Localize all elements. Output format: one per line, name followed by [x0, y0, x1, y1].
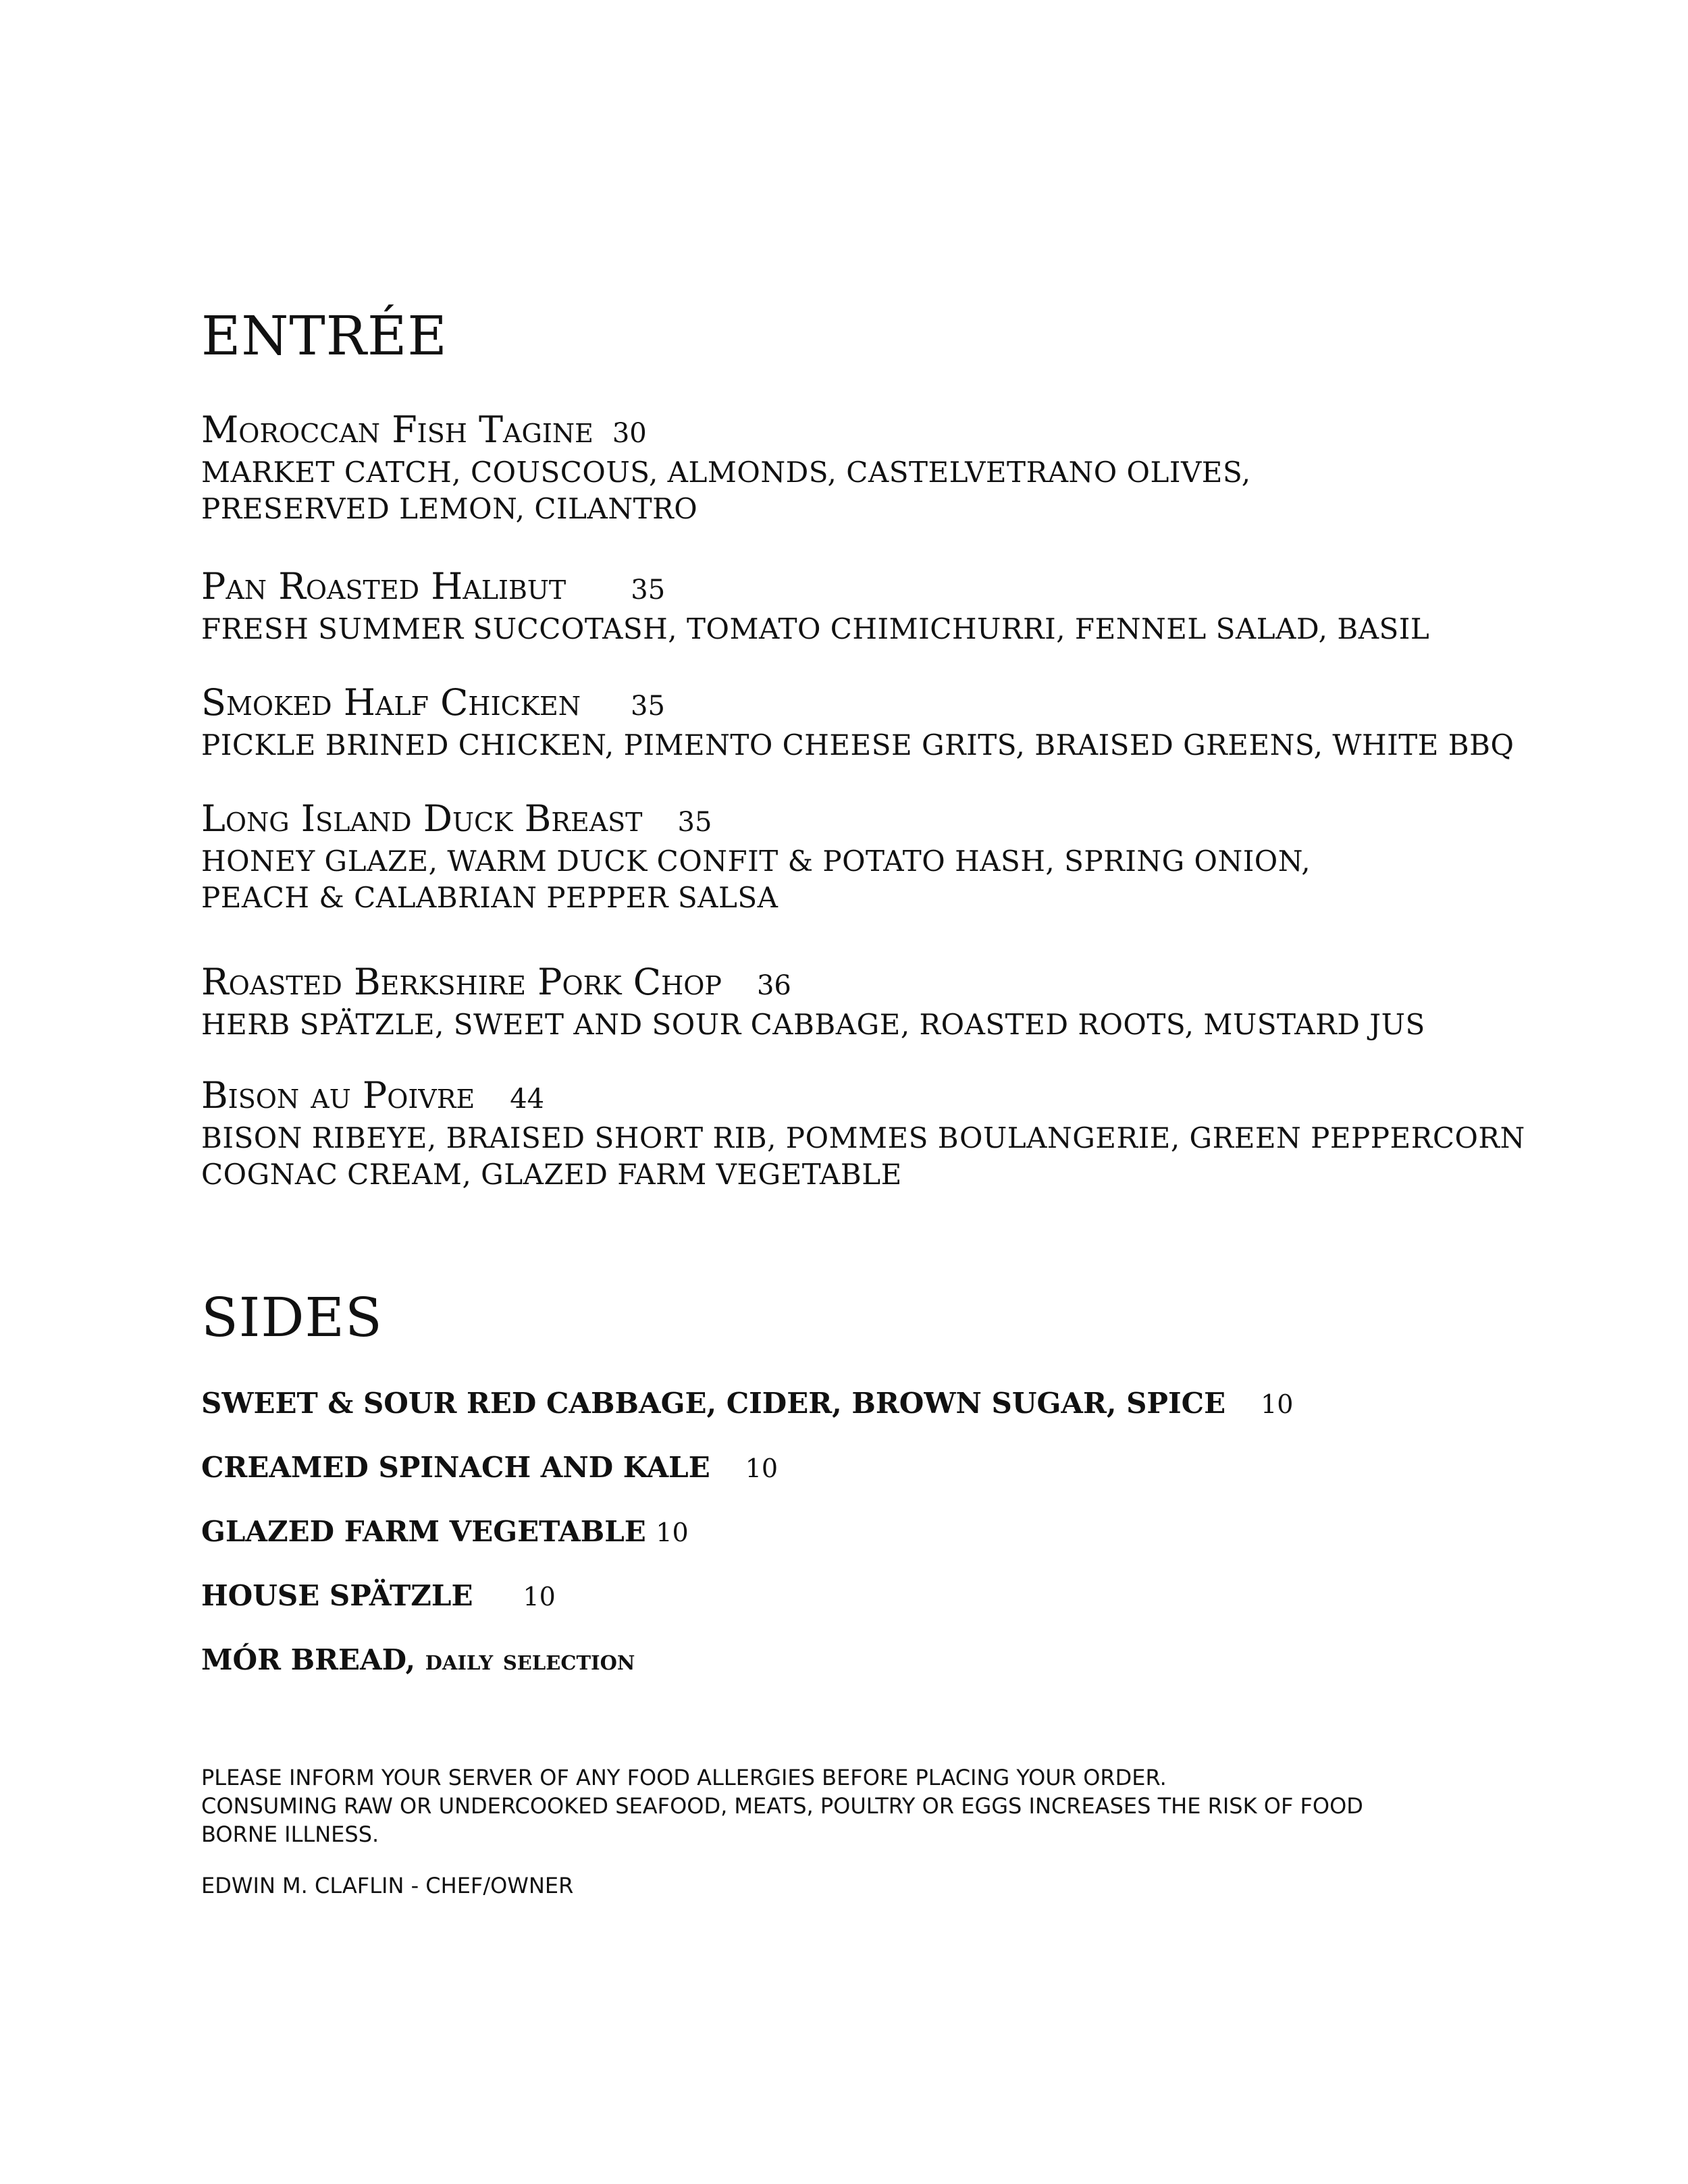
side-item — [201, 1579, 556, 1614]
menu-item-roasted-berkshire-pork-chop — [201, 961, 1425, 1043]
item-price: 35 — [677, 807, 712, 838]
side-item — [201, 1515, 689, 1549]
item-name: Long Island Duck Breast — [201, 797, 643, 840]
item-price: 35 — [631, 575, 666, 606]
menu-item-bison-au-poivre — [201, 1075, 1525, 1193]
item-price: 35 — [631, 691, 665, 722]
allergy-line: CONSUMING RAW OR UNDERCOOKED SEAFOOD, MEATS, POULTRY OR EGGS INCREASES THE RISK OF FOOD — [201, 1793, 1363, 1819]
menu-item-smoked-half-chicken — [201, 682, 1514, 764]
allergy-line: PLEASE INFORM YOUR SERVER OF ANY FOOD ALLERGIES BEFORE PLACING YOUR ORDER. — [201, 1765, 1167, 1790]
side-name: HOUSE SPÄTZLE — [201, 1579, 473, 1612]
side-note: daily selection — [425, 1643, 635, 1676]
side-item — [201, 1387, 1293, 1421]
side-name: MÓR BREAD, — [201, 1643, 416, 1676]
side-name: SWEET & SOUR RED CABBAGE, CIDER, BROWN SUGAR, SPICE — [201, 1387, 1226, 1420]
side-name: GLAZED FARM VEGETABLE — [201, 1515, 646, 1548]
item-price: 44 — [510, 1084, 545, 1115]
menu-item-long-island-duck-breast — [201, 798, 1311, 916]
side-price: 10 — [745, 1454, 779, 1483]
item-price: 36 — [756, 970, 791, 1001]
item-description-line: HERB SPÄTZLE, SWEET AND SOUR CABBAGE, ROASTED ROOTS, MUSTARD JUS — [201, 1008, 1425, 1041]
side-name: CREAMED SPINACH AND KALE — [201, 1451, 710, 1484]
side-price: 10 — [656, 1518, 689, 1547]
item-description-line: COGNAC CREAM, GLAZED FARM VEGETABLE — [201, 1158, 902, 1191]
item-name: Moroccan Fish Tagine — [201, 408, 594, 451]
item-name: Smoked Half Chicken — [201, 681, 581, 724]
allergy-line: BORNE ILLNESS. — [201, 1821, 379, 1847]
item-header — [201, 566, 1429, 611]
item-name: Pan Roasted Halibut — [201, 565, 566, 608]
item-price: 30 — [612, 418, 647, 449]
item-name: Roasted Berkshire Pork Chop — [201, 961, 722, 1003]
item-header — [201, 682, 1514, 727]
side-item — [201, 1643, 635, 1677]
allergy-notice — [201, 1763, 1363, 1848]
menu-item-pan-roasted-halibut — [201, 566, 1429, 647]
sides-heading: SIDES — [201, 1286, 383, 1349]
side-price: 10 — [523, 1582, 556, 1612]
item-description-line: PICKLE BRINED CHICKEN, PIMENTO CHEESE GRITS, BRAISED GREENS, WHITE BBQ — [201, 728, 1514, 762]
entree-heading: ENTRÉE — [201, 304, 448, 367]
side-item — [201, 1451, 778, 1485]
item-header — [201, 409, 1251, 454]
item-description-line: MARKET CATCH, COUSCOUS, ALMONDS, CASTELVETRANO OLIVES, — [201, 456, 1251, 489]
item-description-line: FRESH SUMMER SUCCOTASH, TOMATO CHIMICHURRI, FENNEL SALAD, BASIL — [201, 612, 1430, 645]
item-description-line: PRESERVED LEMON, CILANTRO — [201, 492, 698, 525]
item-header — [201, 1075, 1525, 1120]
side-price: 10 — [1261, 1389, 1294, 1419]
menu-item-moroccan-fish-tagine — [201, 409, 1251, 527]
item-description-line: BISON RIBEYE, BRAISED SHORT RIB, POMMES BOULANGERIE, GREEN PEPPERCORN — [201, 1121, 1525, 1154]
item-header — [201, 961, 1425, 1007]
item-header — [201, 798, 1311, 843]
item-description-line: PEACH & CALABRIAN PEPPER SALSA — [201, 881, 779, 914]
item-description-line: HONEY GLAZE, WARM DUCK CONFIT & POTATO HASH, SPRING ONION, — [201, 845, 1311, 878]
chef-credit: EDWIN M. CLAFLIN - CHEF/OWNER — [201, 1873, 574, 1898]
item-name: Bison au Poivre — [201, 1074, 475, 1117]
